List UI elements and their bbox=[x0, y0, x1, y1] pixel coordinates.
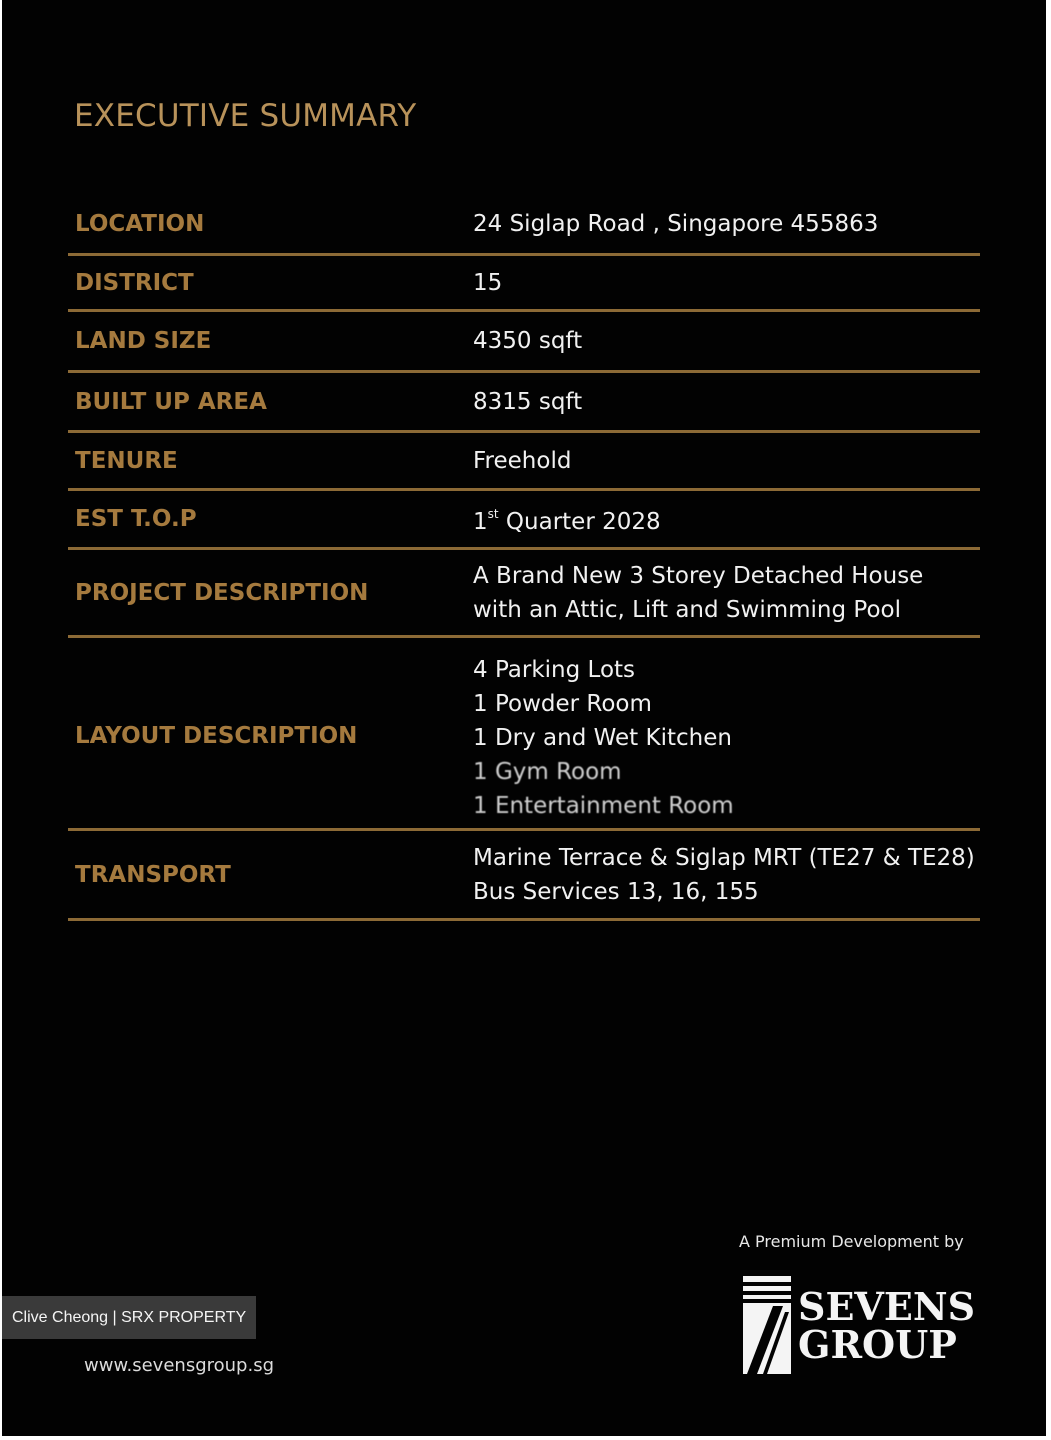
row-value bbox=[473, 841, 975, 909]
sevens-logo-icon bbox=[743, 1276, 791, 1374]
value-line: Bus Services 13, 16, 155 bbox=[473, 878, 759, 905]
row-label: TENURE bbox=[75, 447, 178, 474]
row-tenure bbox=[68, 433, 980, 491]
value-line: with an Attic, Lift and Swimming Pool bbox=[473, 596, 901, 623]
row-value bbox=[473, 559, 923, 627]
value-line: 1 Gym Room bbox=[473, 759, 622, 785]
row-label: PROJECT DESCRIPTION bbox=[75, 579, 369, 606]
row-value: Freehold bbox=[473, 447, 572, 474]
website-link[interactable]: www.sevensgroup.sg bbox=[84, 1355, 275, 1376]
row-label: LOCATION bbox=[75, 211, 205, 237]
summary-table bbox=[68, 195, 980, 921]
row-value: 24 Siglap Road , Singapore 455863 bbox=[473, 211, 879, 237]
brand-line-2: GROUP bbox=[798, 1322, 957, 1367]
value-line: Marine Terrace & Siglap MRT (TE27 & TE28) bbox=[473, 844, 975, 871]
row-project-description bbox=[68, 550, 980, 638]
row-label: DISTRICT bbox=[75, 269, 194, 296]
row-label: TRANSPORT bbox=[75, 861, 231, 888]
summary-page bbox=[2, 0, 1046, 1436]
value-line: 1 Entertainment Room bbox=[473, 793, 734, 819]
row-transport bbox=[68, 831, 980, 921]
brand-logo-text bbox=[798, 1284, 976, 1367]
top-prefix: 1 bbox=[473, 508, 488, 535]
top-suffix: Quarter 2028 bbox=[498, 508, 661, 535]
value-line: A Brand New 3 Storey Detached House bbox=[473, 562, 924, 589]
agent-watermark: Clive Cheong | SRX PROPERTY bbox=[2, 1296, 256, 1339]
row-label: LAND SIZE bbox=[75, 328, 212, 354]
value-line: 4 Parking Lots bbox=[473, 657, 636, 683]
row-district bbox=[68, 256, 980, 312]
row-est-top bbox=[68, 491, 980, 550]
row-value: 15 bbox=[473, 269, 503, 296]
row-value: 4350 sqft bbox=[473, 328, 583, 354]
row-location bbox=[68, 195, 980, 256]
row-label: LAYOUT DESCRIPTION bbox=[75, 723, 358, 749]
value-line: 1 Powder Room bbox=[473, 691, 652, 717]
brand-line-1: SEVENS bbox=[798, 1284, 976, 1329]
row-built-up-area bbox=[68, 373, 980, 433]
row-layout-description bbox=[68, 638, 980, 831]
row-value bbox=[473, 499, 661, 539]
row-value bbox=[473, 653, 734, 823]
row-land-size bbox=[68, 312, 980, 373]
page-title: EXECUTIVE SUMMARY bbox=[74, 98, 417, 134]
row-label: EST T.O.P bbox=[75, 506, 197, 532]
value-line: 1 Dry and Wet Kitchen bbox=[473, 725, 732, 751]
top-ordinal: st bbox=[487, 507, 499, 522]
row-value: 8315 sqft bbox=[473, 388, 583, 415]
premium-development-text: A Premium Development by bbox=[739, 1232, 964, 1251]
row-label: BUILT UP AREA bbox=[75, 388, 267, 415]
